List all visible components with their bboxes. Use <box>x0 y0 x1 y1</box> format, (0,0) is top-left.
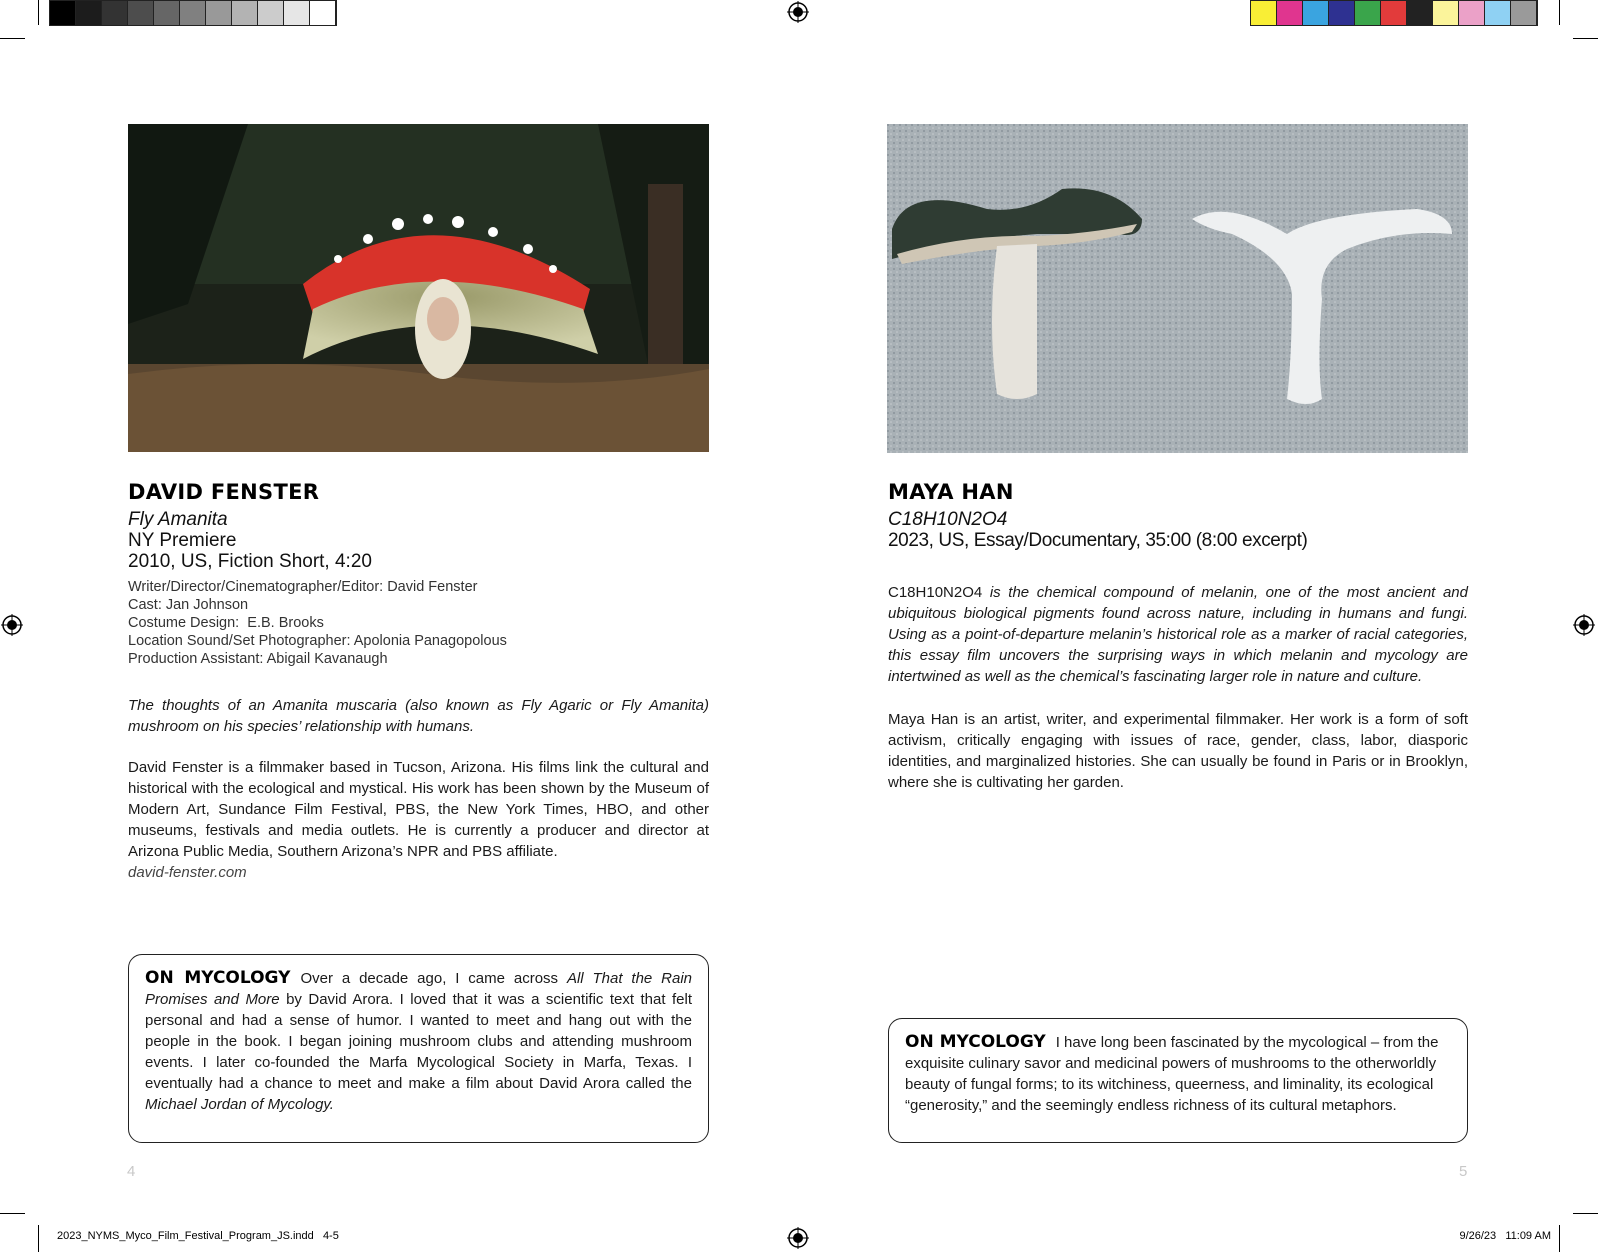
grayscale-swatch <box>154 1 180 25</box>
process-color-swatch <box>1485 1 1511 25</box>
credit-line: Writer/Director/Cinematographer/Editor: David Fenster <box>128 579 478 595</box>
process-color-swatch <box>1381 1 1407 25</box>
grayscale-swatch <box>232 1 258 25</box>
on-mycology-box <box>128 954 709 1143</box>
grayscale-swatch <box>180 1 206 25</box>
crop-mark <box>0 1213 25 1214</box>
film-title: Fly Amanita <box>128 509 228 530</box>
fly-amanita-film-still <box>128 124 709 452</box>
on-mycology-box <box>888 1018 1468 1143</box>
process-color-swatch <box>1355 1 1381 25</box>
artist-name: MAYA HAN <box>888 480 1014 504</box>
credits-list <box>128 578 708 668</box>
slug-filename: 2023_NYMS_Myco_Film_Festival_Program_JS.indd 4-5 <box>57 1230 339 1242</box>
process-color-bar <box>1250 0 1538 26</box>
film-info: 2010, US, Fiction Short, 4:20 <box>128 551 372 572</box>
registration-mark-icon <box>1 614 23 636</box>
grayscale-swatch <box>284 1 310 25</box>
artist-bio <box>128 757 709 883</box>
film-info: 2023, US, Essay/Documentary, 35:00 (8:00 excerpt) <box>888 530 1308 551</box>
process-color-swatch <box>1277 1 1303 25</box>
grayscale-swatch <box>310 1 336 25</box>
crop-mark <box>1559 0 1560 25</box>
artist-website: david-fenster.com <box>128 864 247 881</box>
grayscale-color-bar <box>49 0 337 26</box>
registration-mark-icon <box>787 1227 809 1249</box>
process-color-swatch <box>1511 1 1537 25</box>
process-color-swatch <box>1459 1 1485 25</box>
crop-mark <box>1559 1225 1560 1252</box>
process-color-swatch <box>1407 1 1433 25</box>
book-title: All That the Rain Promises and More <box>145 970 693 1008</box>
artist-bio: Maya Han is an artist, writer, and experimental filmmaker. Her work is a form of soft activism, critically engaging with issues of race, gender, class, labor, diasporic identities, and marginalized histories. She can usually be found in Paris or in Brooklyn, where she is cultivating her garden. <box>888 711 1468 791</box>
on-mycology-text: ON MYCOLOGY Over a decade ago, I came across All That the Rain Promises and More by David Arora. I loved that it was a scientific text that felt personal and had a sense of humor. I wanted to meet and hang out with the people in the book. I began joining mushroom clubs and attending mushroom events. I later co-founded the Marfa Mycological Society in Marfa, Texas. I eventually had a chance to meet and make a film about David Arora called the Michael Jordan of Mycology. <box>145 968 693 1113</box>
on-mycology-text: ON MYCOLOGY I have long been fascinated by the mycological – from the exquisite culinary savor and medicinal powers of mushrooms to the otherworldly beauty of fungal forms; to its witchiness, queerness, and liminality, its ecological “generosity,” and the seemingly endless richness of its cultural metaphors. <box>905 1032 1439 1114</box>
premiere-label: NY Premiere <box>128 530 237 551</box>
crop-mark <box>38 0 39 25</box>
registration-mark-icon <box>787 1 809 23</box>
registration-mark-icon <box>1573 614 1595 636</box>
credit-line: Cast: Jan Johnson <box>128 597 249 613</box>
bio-text: David Fenster is a filmmaker based in Tucson, Arizona. His films link the cultural and historical with the ecological and mystical. His work has been shown by the Museum of Modern Art, Sundance Film Festival, PBS, the New York Times, HBO, and other museums, festivals and media outlets. He is currently a producer and director at Arizona Public Media, Southern Arizona’s NPR and PBS affiliate. <box>128 759 709 860</box>
film-title: C18H10N2O4 <box>888 509 1008 530</box>
grayscale-swatch <box>76 1 102 25</box>
film-synopsis: The thoughts of an Amanita muscaria (also known as Fly Agaric or Fly Amanita) mushroom on his species’ relationship with humans. <box>128 697 709 735</box>
page-number: 5 <box>1459 1163 1468 1180</box>
process-color-swatch <box>1303 1 1329 25</box>
film-reference: Michael Jordan of Mycology. <box>145 1096 334 1113</box>
grayscale-swatch <box>128 1 154 25</box>
on-mycology-heading: ON MYCOLOGY <box>145 968 291 988</box>
grayscale-swatch <box>258 1 284 25</box>
crop-mark <box>38 1225 39 1252</box>
process-color-swatch <box>1329 1 1355 25</box>
c18h10n2o4-film-still <box>887 124 1468 453</box>
grayscale-swatch <box>50 1 76 25</box>
credit-line: Production Assistant: Abigail Kavanaugh <box>128 651 388 667</box>
page-number: 4 <box>127 1163 136 1180</box>
on-mycology-heading: ON MYCOLOGY <box>905 1032 1046 1052</box>
slug-timestamp: 9/26/23 11:09 AM <box>1459 1230 1551 1242</box>
crop-mark <box>0 38 25 39</box>
crop-mark <box>1573 1213 1598 1214</box>
artist-name: DAVID FENSTER <box>128 480 320 504</box>
credit-line: Location Sound/Set Photographer: Apolonia Panagopolous <box>128 633 507 649</box>
credit-line: Costume Design: E.B. Brooks <box>128 615 324 631</box>
film-synopsis: C18H10N2O4 is the chemical compound of melanin, one of the most ancient and ubiquitous biological pigments found across nature, including in humans and fungi. Using as a point-of-departure melanin’s historical role as a marker of racial categories, this essay film uncovers the surprising ways in which melanin and mycology are intertwined as well as the chemical’s fascinating larger role in nature and culture. <box>888 584 1468 685</box>
grayscale-swatch <box>206 1 232 25</box>
synopsis-lead: C18H10N2O4 <box>888 584 983 601</box>
crop-mark <box>1573 38 1598 39</box>
process-color-swatch <box>1251 1 1277 25</box>
grayscale-swatch <box>102 1 128 25</box>
process-color-swatch <box>1433 1 1459 25</box>
